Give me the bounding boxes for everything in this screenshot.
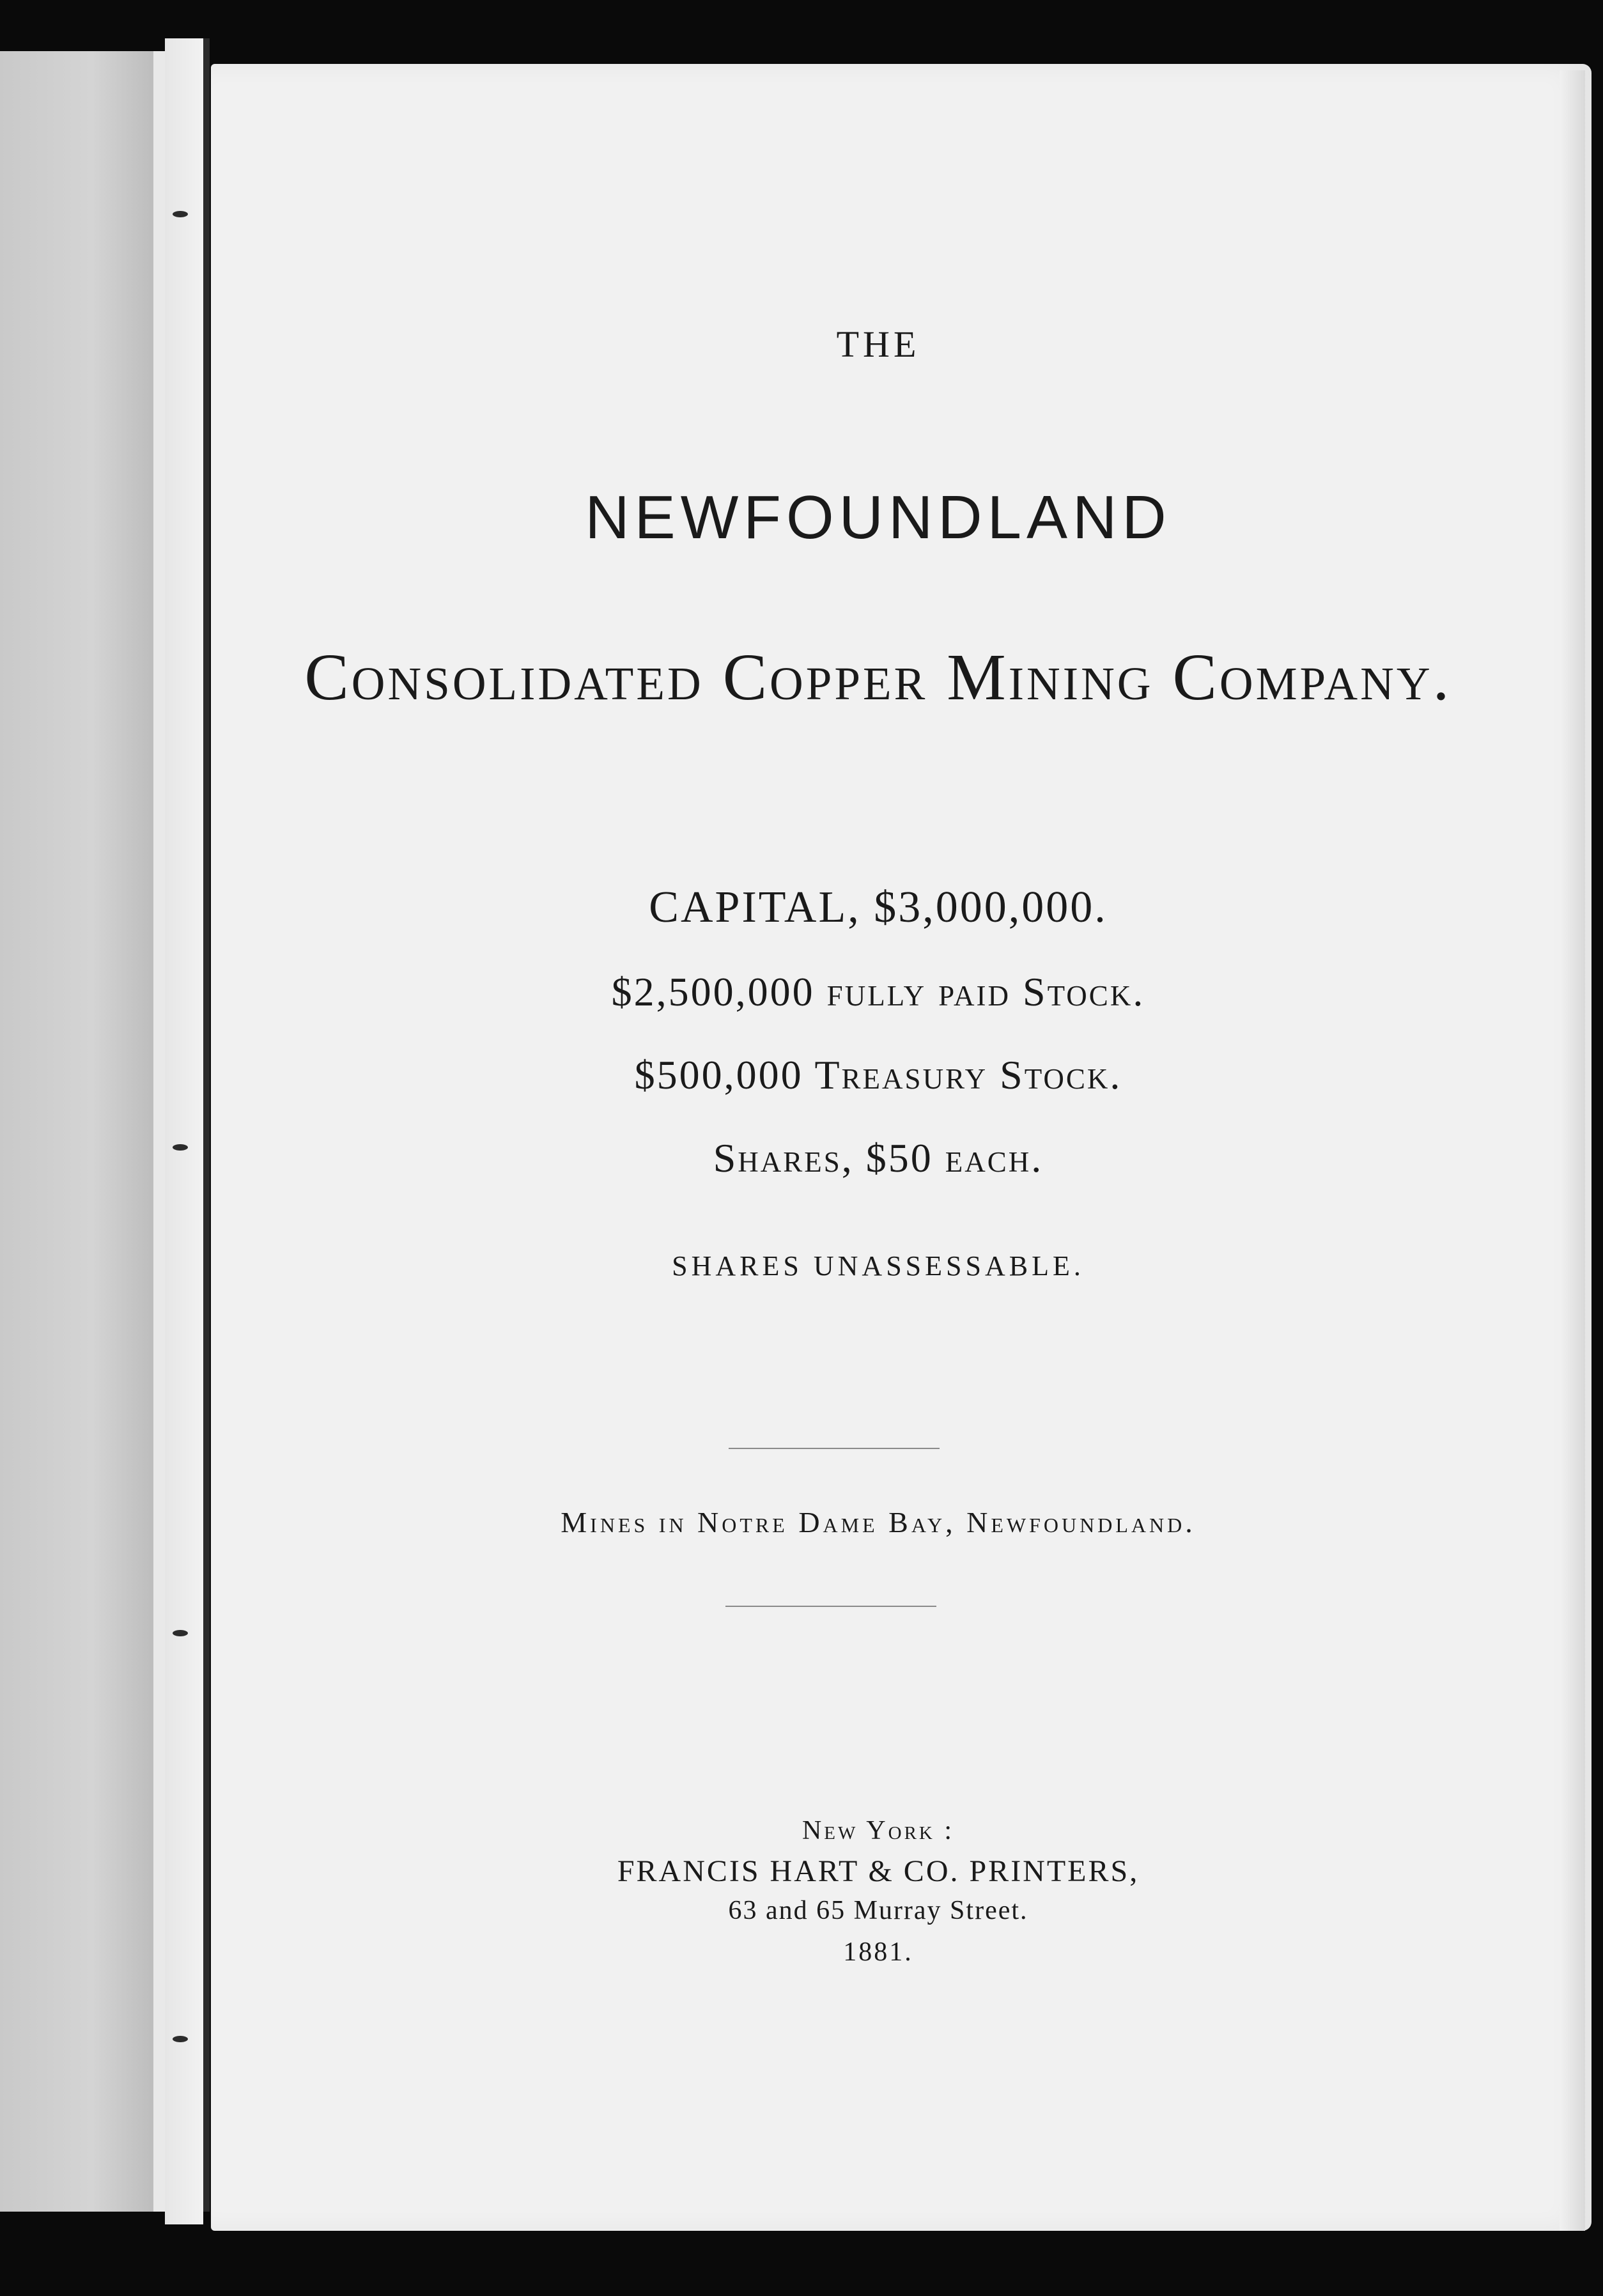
imprint-printer: FRANCIS HART & CO. PRINTERS, — [617, 1854, 1140, 1888]
binding-stitch — [173, 211, 188, 217]
imprint-city: New York : — [802, 1816, 955, 1845]
treasury-stock-line: $500,000 Treasury Stock. — [634, 1052, 1122, 1098]
divider-rule — [729, 1448, 940, 1449]
paid-stock-line: $2,500,000 fully paid Stock. — [611, 969, 1145, 1014]
capital-line: CAPITAL, $3,000,000. — [649, 883, 1108, 932]
heading-article: THE — [836, 323, 920, 365]
imprint-address: 63 and 65 Murray Street. — [728, 1896, 1028, 1925]
shares-line: Shares, $50 each. — [713, 1135, 1044, 1181]
page-title: NEWFOUNDLAND — [585, 483, 1172, 552]
binding-stitch — [173, 1630, 188, 1636]
binding-stitch — [173, 2036, 188, 2042]
divider-rule — [725, 1606, 936, 1607]
company-name: Consolidated Copper Mining Company. — [304, 640, 1452, 714]
imprint-year: 1881. — [843, 1937, 913, 1967]
mines-location: Mines in Notre Dame Bay, Newfoundland. — [561, 1506, 1196, 1539]
unassessable-line: SHARES UNASSESSABLE. — [672, 1250, 1085, 1282]
